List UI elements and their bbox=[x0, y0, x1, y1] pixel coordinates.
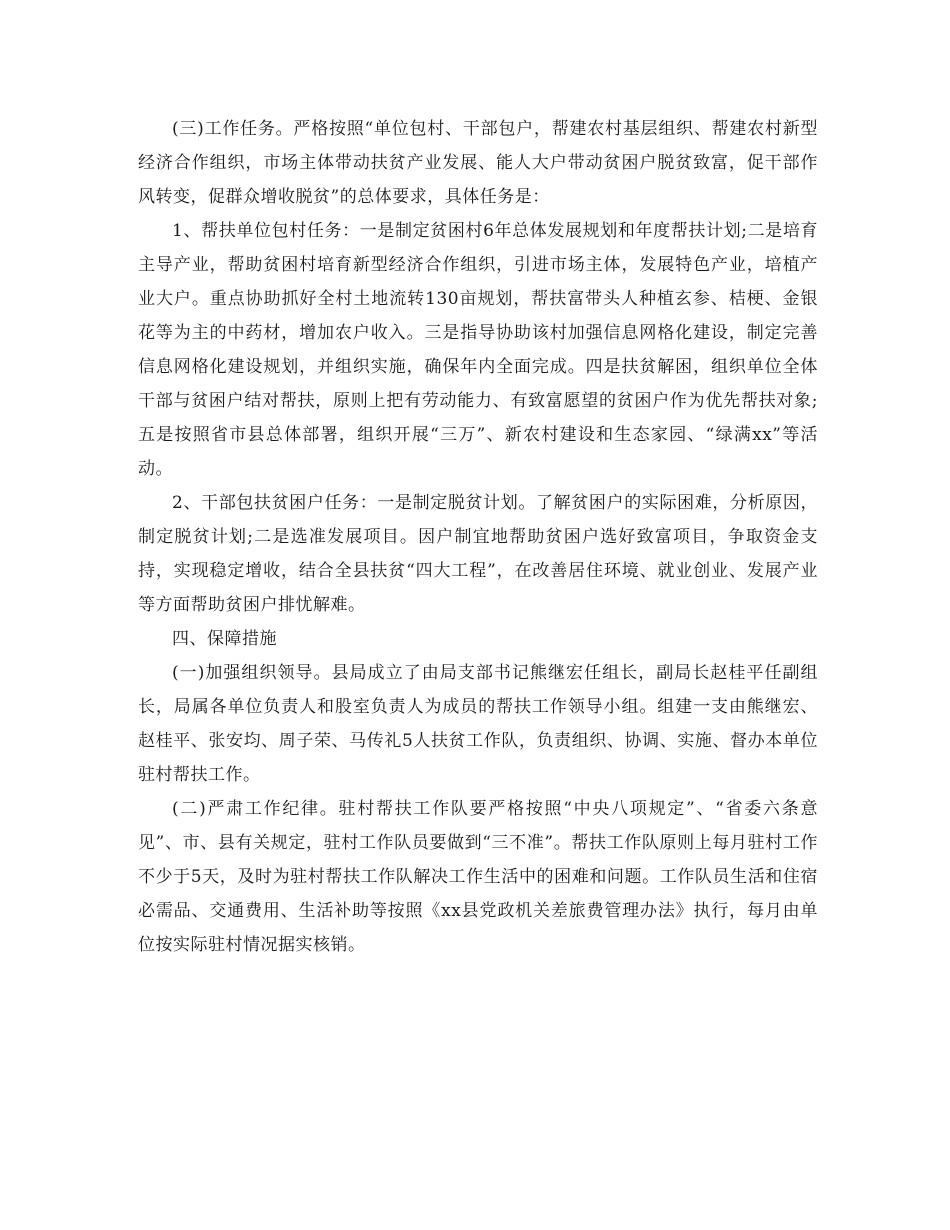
paragraph-unit-village-tasks: 1、帮扶单位包村任务：一是制定贫困村6年总体发展规划和年度帮扶计划;二是培育主导产业，帮助贫困村培育新型经济合作组织，引进市场主体，发展特色产业，培植产业大户。重点协助抓好全村土地流转130亩规划，帮扶富带头人种植玄参、桔梗、金银花等为主的中药材，增加农户收入。三是指导协助该村加强信息网格化建设，制定完善信息网格化建设规划，并组织实施，确保年内全面完成。四是扶贫解困，组织单位全体干部与贫困户结对帮扶，原则上把有劳动能力、有致富愿望的贫困户作为优先帮扶对象;五是按照省市县总体部署，组织开展“三万”、新农村建设和生态家园、“绿满xx”等活动。 bbox=[138, 221, 818, 479]
paragraph-organization-leadership: (一)加强组织领导。县局成立了由局支部书记熊继宏任组长，副局长赵桂平任副组长，局属各单位负责人和股室负责人为成员的帮扶工作领导小组。组建一支由熊继宏、赵桂平、张安均、周子荣、马传礼5人扶贫工作队，负责组织、协调、实施、督办本单位驻村帮扶工作。 bbox=[138, 663, 818, 785]
section-heading-safeguards: 四、保障措施 bbox=[172, 629, 277, 649]
paragraph-cadre-household-tasks: 2、干部包扶贫困户任务：一是制定脱贫计划。了解贫困户的实际困难，分析原因，制定脱贫计划;二是选准发展项目。因户制宜地帮助贫困户选好致富项目，争取资金支持，实现稳定增收，结合全县扶贫“四大工程”，在改善居住环境、就业创业、发展产业等方面帮助贫困户排忧解难。 bbox=[138, 493, 818, 615]
paragraph-work-tasks: (三)工作任务。严格按照“单位包村、干部包户，帮建农村基层组织、帮建农村新型经济合作组织，市场主体带动扶贫产业发展、能人大户带动贫困户脱贫致富，促干部作风转变，促群众增收脱贫”的总体要求，具体任务是： bbox=[138, 119, 818, 207]
document-body bbox=[138, 112, 818, 962]
paragraph-work-discipline: (二)严肃工作纪律。驻村帮扶工作队要严格按照“中央八项规定”、“省委六条意见”、市、县有关规定，驻村工作队员要做到“三不准”。帮扶工作队原则上每月驻村工作不少于5天，及时为驻村帮扶工作队解决工作生活中的困难和问题。工作队员生活和住宿必需品、交通费用、生活补助等按照《xx县党政机关差旅费管理办法》执行，每月由单位按实际驻村情况据实核销。 bbox=[138, 799, 818, 955]
